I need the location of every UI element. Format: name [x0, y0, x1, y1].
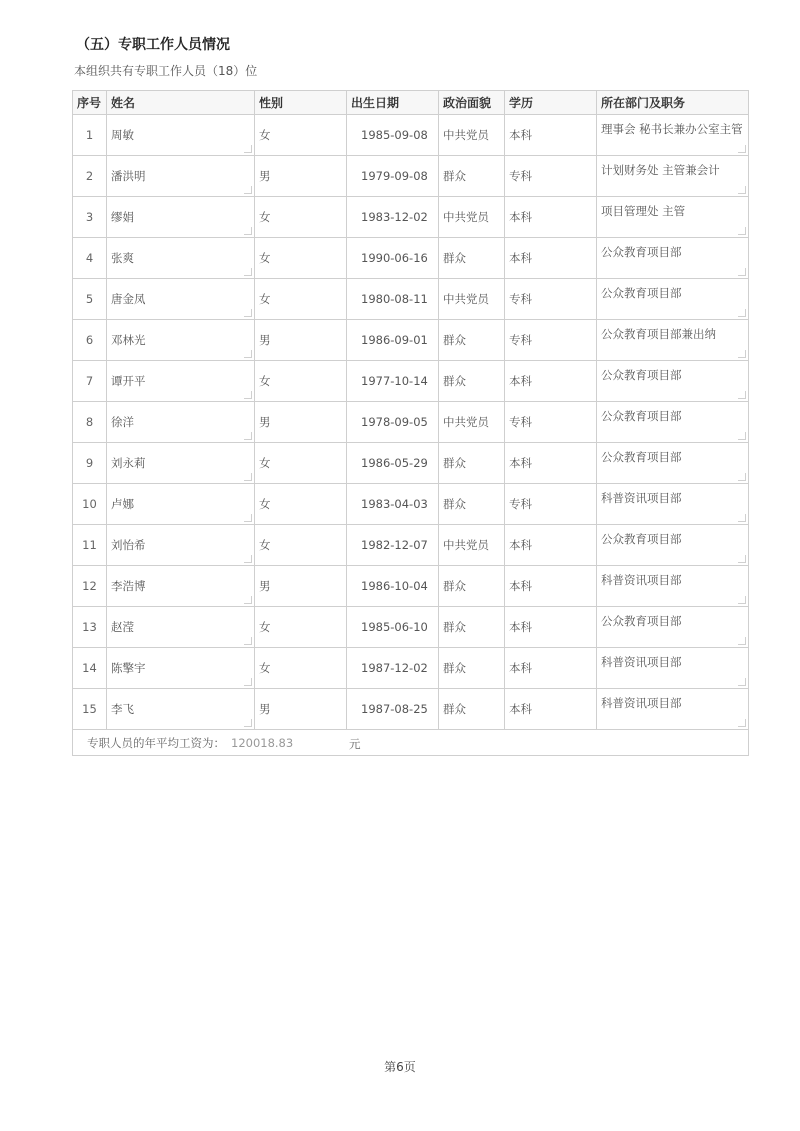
staff-education-cell — [505, 238, 597, 279]
staff-department-cell — [597, 566, 749, 607]
row-index: 13 — [82, 620, 97, 634]
table-row — [73, 238, 749, 279]
resize-grip-icon — [738, 350, 746, 358]
staff-birth-date-cell — [347, 443, 439, 484]
staff-political-status-cell — [439, 648, 505, 689]
staff-birth-date-cell — [347, 197, 439, 238]
staff-political-status: 中共党员 — [443, 292, 489, 306]
staff-gender-cell — [255, 320, 347, 361]
staff-political-status-cell — [439, 402, 505, 443]
table-row — [73, 156, 749, 197]
salary-label: 专职人员的年平均工资为： — [87, 735, 225, 750]
resize-grip-icon — [738, 227, 746, 235]
row-index: 7 — [85, 374, 94, 388]
staff-birth-date: 1980-08-11 — [361, 292, 428, 306]
row-index-cell — [73, 402, 107, 443]
staff-name-cell — [107, 279, 255, 320]
resize-grip-icon — [738, 186, 746, 194]
staff-gender: 女 — [259, 128, 271, 142]
staff-birth-date: 1979-09-08 — [361, 169, 428, 183]
staff-department: 计划财务处 主管兼会计 — [601, 163, 720, 177]
staff-gender-cell — [255, 115, 347, 156]
staff-education: 本科 — [509, 251, 532, 265]
staff-name-cell — [107, 484, 255, 525]
row-index-cell — [73, 320, 107, 361]
staff-birth-date-cell — [347, 320, 439, 361]
resize-grip-icon — [244, 719, 252, 727]
table-row — [73, 484, 749, 525]
staff-gender-cell — [255, 607, 347, 648]
table-row — [73, 279, 749, 320]
staff-name-cell — [107, 525, 255, 566]
row-index: 8 — [85, 415, 94, 429]
row-index-cell — [73, 361, 107, 402]
resize-grip-icon — [738, 637, 746, 645]
staff-department-cell — [597, 484, 749, 525]
staff-name: 周敏 — [111, 128, 134, 142]
staff-political-status-cell — [439, 361, 505, 402]
staff-name-cell — [107, 197, 255, 238]
staff-political-status-cell — [439, 115, 505, 156]
staff-birth-date-cell — [347, 238, 439, 279]
row-index: 1 — [85, 128, 94, 142]
table-row — [73, 648, 749, 689]
staff-name-cell — [107, 443, 255, 484]
staff-education: 专科 — [509, 415, 532, 429]
staff-education-cell — [505, 689, 597, 730]
resize-grip-icon — [738, 719, 746, 727]
staff-gender: 女 — [259, 374, 271, 388]
staff-birth-date: 1986-05-29 — [361, 456, 428, 470]
staff-name: 刘永莉 — [111, 456, 146, 470]
staff-gender-cell — [255, 566, 347, 607]
staff-department-cell — [597, 320, 749, 361]
staff-education: 本科 — [509, 661, 532, 675]
row-index-cell — [73, 156, 107, 197]
staff-political-status-cell — [439, 689, 505, 730]
resize-grip-icon — [738, 432, 746, 440]
row-index: 11 — [82, 538, 97, 552]
staff-political-status: 群众 — [443, 579, 466, 593]
row-index-cell — [73, 484, 107, 525]
staff-birth-date-cell — [347, 689, 439, 730]
staff-department: 项目管理处 主管 — [601, 204, 686, 218]
resize-grip-icon — [244, 391, 252, 399]
staff-gender: 男 — [259, 169, 271, 183]
table-row — [73, 689, 749, 730]
table-row — [73, 115, 749, 156]
staff-name: 邓林光 — [111, 333, 146, 347]
staff-table — [72, 90, 749, 756]
resize-grip-icon — [244, 268, 252, 276]
table-row — [73, 402, 749, 443]
row-index: 14 — [82, 661, 97, 675]
staff-birth-date: 1986-09-01 — [361, 333, 428, 347]
staff-name: 唐金凤 — [111, 292, 146, 306]
staff-education-cell — [505, 443, 597, 484]
staff-birth-date: 1983-12-02 — [361, 210, 428, 224]
staff-table-body — [73, 115, 749, 730]
resize-grip-icon — [244, 514, 252, 522]
staff-birth-date: 1985-09-08 — [361, 128, 428, 142]
header-index: 序号 — [73, 91, 107, 115]
staff-department: 科普资讯项目部 — [601, 696, 682, 710]
staff-political-status-cell — [439, 566, 505, 607]
staff-education: 专科 — [509, 292, 532, 306]
resize-grip-icon — [738, 391, 746, 399]
staff-department: 科普资讯项目部 — [601, 655, 682, 669]
table-row — [73, 607, 749, 648]
staff-birth-date-cell — [347, 156, 439, 197]
table-row — [73, 361, 749, 402]
staff-birth-date-cell — [347, 484, 439, 525]
resize-grip-icon — [244, 186, 252, 194]
section-title: （五）专职工作人员情况 — [76, 37, 230, 53]
staff-education: 本科 — [509, 579, 532, 593]
staff-political-status-cell — [439, 279, 505, 320]
row-index-cell — [73, 689, 107, 730]
row-index-cell — [73, 238, 107, 279]
staff-education-cell — [505, 607, 597, 648]
staff-name: 刘怡希 — [111, 538, 146, 552]
row-index-cell — [73, 197, 107, 238]
salary-row — [73, 730, 749, 756]
staff-education-cell — [505, 566, 597, 607]
resize-grip-icon — [244, 473, 252, 481]
staff-department-cell — [597, 238, 749, 279]
staff-education: 本科 — [509, 456, 532, 470]
header-gender: 性别 — [255, 91, 347, 115]
row-index-cell — [73, 443, 107, 484]
staff-political-status: 群众 — [443, 251, 466, 265]
staff-gender-cell — [255, 156, 347, 197]
page-number: 第6页 — [384, 1060, 416, 1074]
staff-education-cell — [505, 484, 597, 525]
staff-political-status-cell — [439, 197, 505, 238]
staff-name: 潘洪明 — [111, 169, 146, 183]
staff-gender-cell — [255, 361, 347, 402]
staff-birth-date: 1986-10-04 — [361, 579, 428, 593]
row-index-cell — [73, 648, 107, 689]
resize-grip-icon — [738, 555, 746, 563]
staff-gender-cell — [255, 648, 347, 689]
staff-name: 徐洋 — [111, 415, 134, 429]
staff-name: 谭开平 — [111, 374, 146, 388]
row-index: 5 — [85, 292, 94, 306]
staff-political-status-cell — [439, 156, 505, 197]
resize-grip-icon — [244, 145, 252, 153]
staff-name-cell — [107, 320, 255, 361]
staff-name-cell — [107, 648, 255, 689]
staff-education-cell — [505, 320, 597, 361]
staff-name: 陈擎宇 — [111, 661, 146, 675]
staff-department: 公众教育项目部 — [601, 614, 682, 628]
salary-cell — [73, 730, 749, 756]
staff-birth-date-cell — [347, 402, 439, 443]
staff-gender: 女 — [259, 538, 271, 552]
staff-gender: 男 — [259, 579, 271, 593]
staff-birth-date-cell — [347, 279, 439, 320]
staff-gender-cell — [255, 443, 347, 484]
staff-political-status: 群众 — [443, 456, 466, 470]
staff-birth-date-cell — [347, 361, 439, 402]
salary-unit: 元 — [349, 737, 361, 751]
staff-gender-cell — [255, 197, 347, 238]
staff-birth-date: 1978-09-05 — [361, 415, 428, 429]
staff-department-cell — [597, 197, 749, 238]
staff-gender-cell — [255, 484, 347, 525]
staff-education-cell — [505, 197, 597, 238]
row-index: 15 — [82, 702, 97, 716]
table-row — [73, 320, 749, 361]
staff-political-status: 群众 — [443, 333, 466, 347]
staff-education: 本科 — [509, 702, 532, 716]
header-education: 学历 — [505, 91, 597, 115]
staff-gender: 男 — [259, 702, 271, 716]
staff-political-status: 群众 — [443, 620, 466, 634]
table-row — [73, 525, 749, 566]
staff-name: 缪娟 — [111, 210, 134, 224]
staff-political-status: 群众 — [443, 374, 466, 388]
staff-birth-date: 1987-08-25 — [361, 702, 428, 716]
resize-grip-icon — [244, 678, 252, 686]
staff-name: 李浩博 — [111, 579, 146, 593]
staff-department-cell — [597, 279, 749, 320]
staff-birth-date: 1982-12-07 — [361, 538, 428, 552]
staff-education: 本科 — [509, 128, 532, 142]
row-index: 12 — [82, 579, 97, 593]
staff-education-cell — [505, 156, 597, 197]
row-index-cell — [73, 115, 107, 156]
staff-gender: 女 — [259, 292, 271, 306]
staff-department-cell — [597, 689, 749, 730]
staff-gender: 女 — [259, 661, 271, 675]
staff-gender: 女 — [259, 497, 271, 511]
staff-political-status-cell — [439, 238, 505, 279]
staff-department: 科普资讯项目部 — [601, 573, 682, 587]
header-political-status: 政治面貌 — [439, 91, 505, 115]
staff-political-status: 中共党员 — [443, 128, 489, 142]
staff-political-status-cell — [439, 320, 505, 361]
staff-birth-date-cell — [347, 607, 439, 648]
resize-grip-icon — [244, 309, 252, 317]
staff-department: 公众教育项目部 — [601, 409, 682, 423]
row-index-cell — [73, 607, 107, 648]
row-index: 3 — [85, 210, 94, 224]
resize-grip-icon — [244, 555, 252, 563]
staff-department-cell — [597, 443, 749, 484]
staff-political-status: 群众 — [443, 661, 466, 675]
staff-birth-date: 1985-06-10 — [361, 620, 428, 634]
table-header-row — [73, 91, 749, 115]
staff-department: 公众教育项目部 — [601, 286, 682, 300]
row-index-cell — [73, 279, 107, 320]
staff-birth-date-cell — [347, 115, 439, 156]
staff-gender: 女 — [259, 620, 271, 634]
resize-grip-icon — [738, 473, 746, 481]
table-row — [73, 566, 749, 607]
resize-grip-icon — [244, 227, 252, 235]
staff-education: 本科 — [509, 210, 532, 224]
resize-grip-icon — [738, 309, 746, 317]
staff-gender: 女 — [259, 210, 271, 224]
staff-education-cell — [505, 279, 597, 320]
staff-education: 专科 — [509, 333, 532, 347]
staff-birth-date-cell — [347, 648, 439, 689]
staff-count-line: 本组织共有专职工作人员（18）位 — [74, 64, 258, 78]
staff-department: 理事会 秘书长兼办公室主管 — [601, 122, 743, 136]
staff-education: 本科 — [509, 620, 532, 634]
staff-education: 本科 — [509, 538, 532, 552]
row-index: 10 — [82, 497, 97, 511]
resize-grip-icon — [738, 596, 746, 604]
staff-department: 公众教育项目部 — [601, 368, 682, 382]
row-index: 9 — [85, 456, 94, 470]
staff-education-cell — [505, 402, 597, 443]
staff-political-status: 中共党员 — [443, 210, 489, 224]
staff-gender: 女 — [259, 251, 271, 265]
resize-grip-icon — [244, 596, 252, 604]
staff-political-status-cell — [439, 443, 505, 484]
staff-name: 张爽 — [111, 251, 134, 265]
row-index-cell — [73, 525, 107, 566]
staff-name-cell — [107, 607, 255, 648]
staff-education: 本科 — [509, 374, 532, 388]
staff-political-status: 群众 — [443, 169, 466, 183]
staff-department: 科普资讯项目部 — [601, 491, 682, 505]
staff-political-status: 群众 — [443, 702, 466, 716]
staff-political-status: 中共党员 — [443, 415, 489, 429]
staff-department: 公众教育项目部兼出纳 — [601, 327, 716, 341]
staff-name-cell — [107, 115, 255, 156]
staff-department-cell — [597, 525, 749, 566]
staff-political-status-cell — [439, 484, 505, 525]
staff-department-cell — [597, 361, 749, 402]
staff-gender: 男 — [259, 333, 271, 347]
staff-political-status: 群众 — [443, 497, 466, 511]
staff-department: 公众教育项目部 — [601, 245, 682, 259]
resize-grip-icon — [738, 268, 746, 276]
staff-department-cell — [597, 648, 749, 689]
staff-political-status-cell — [439, 525, 505, 566]
row-index-cell — [73, 566, 107, 607]
staff-political-status: 中共党员 — [443, 538, 489, 552]
staff-name-cell — [107, 361, 255, 402]
staff-education-cell — [505, 525, 597, 566]
staff-birth-date: 1983-04-03 — [361, 497, 428, 511]
header-department-title: 所在部门及职务 — [597, 91, 749, 115]
staff-gender-cell — [255, 689, 347, 730]
salary-value: 120018.83 — [231, 735, 294, 750]
staff-department-cell — [597, 156, 749, 197]
staff-name-cell — [107, 402, 255, 443]
staff-department-cell — [597, 402, 749, 443]
staff-name: 卢娜 — [111, 497, 134, 511]
staff-name: 李飞 — [111, 702, 134, 716]
resize-grip-icon — [738, 514, 746, 522]
header-name: 姓名 — [107, 91, 255, 115]
staff-birth-date-cell — [347, 525, 439, 566]
staff-gender-cell — [255, 279, 347, 320]
staff-birth-date: 1977-10-14 — [361, 374, 428, 388]
staff-name-cell — [107, 238, 255, 279]
staff-name: 赵滢 — [111, 620, 134, 634]
staff-gender-cell — [255, 402, 347, 443]
resize-grip-icon — [738, 145, 746, 153]
staff-gender-cell — [255, 525, 347, 566]
staff-name-cell — [107, 689, 255, 730]
staff-department: 公众教育项目部 — [601, 532, 682, 546]
staff-birth-date: 1990-06-16 — [361, 251, 428, 265]
resize-grip-icon — [244, 637, 252, 645]
resize-grip-icon — [738, 678, 746, 686]
table-row — [73, 197, 749, 238]
staff-political-status-cell — [439, 607, 505, 648]
staff-department: 公众教育项目部 — [601, 450, 682, 464]
row-index: 4 — [85, 251, 94, 265]
staff-education: 专科 — [509, 169, 532, 183]
staff-gender: 男 — [259, 415, 271, 429]
staff-birth-date: 1987-12-02 — [361, 661, 428, 675]
resize-grip-icon — [244, 350, 252, 358]
staff-education: 专科 — [509, 497, 532, 511]
staff-department-cell — [597, 607, 749, 648]
staff-name-cell — [107, 156, 255, 197]
table-row — [73, 443, 749, 484]
staff-birth-date-cell — [347, 566, 439, 607]
staff-department-cell — [597, 115, 749, 156]
staff-education-cell — [505, 115, 597, 156]
staff-gender: 女 — [259, 456, 271, 470]
resize-grip-icon — [244, 432, 252, 440]
header-birth-date: 出生日期 — [347, 91, 439, 115]
staff-education-cell — [505, 361, 597, 402]
row-index: 6 — [85, 333, 94, 347]
row-index: 2 — [85, 169, 94, 183]
staff-gender-cell — [255, 238, 347, 279]
staff-education-cell — [505, 648, 597, 689]
staff-name-cell — [107, 566, 255, 607]
